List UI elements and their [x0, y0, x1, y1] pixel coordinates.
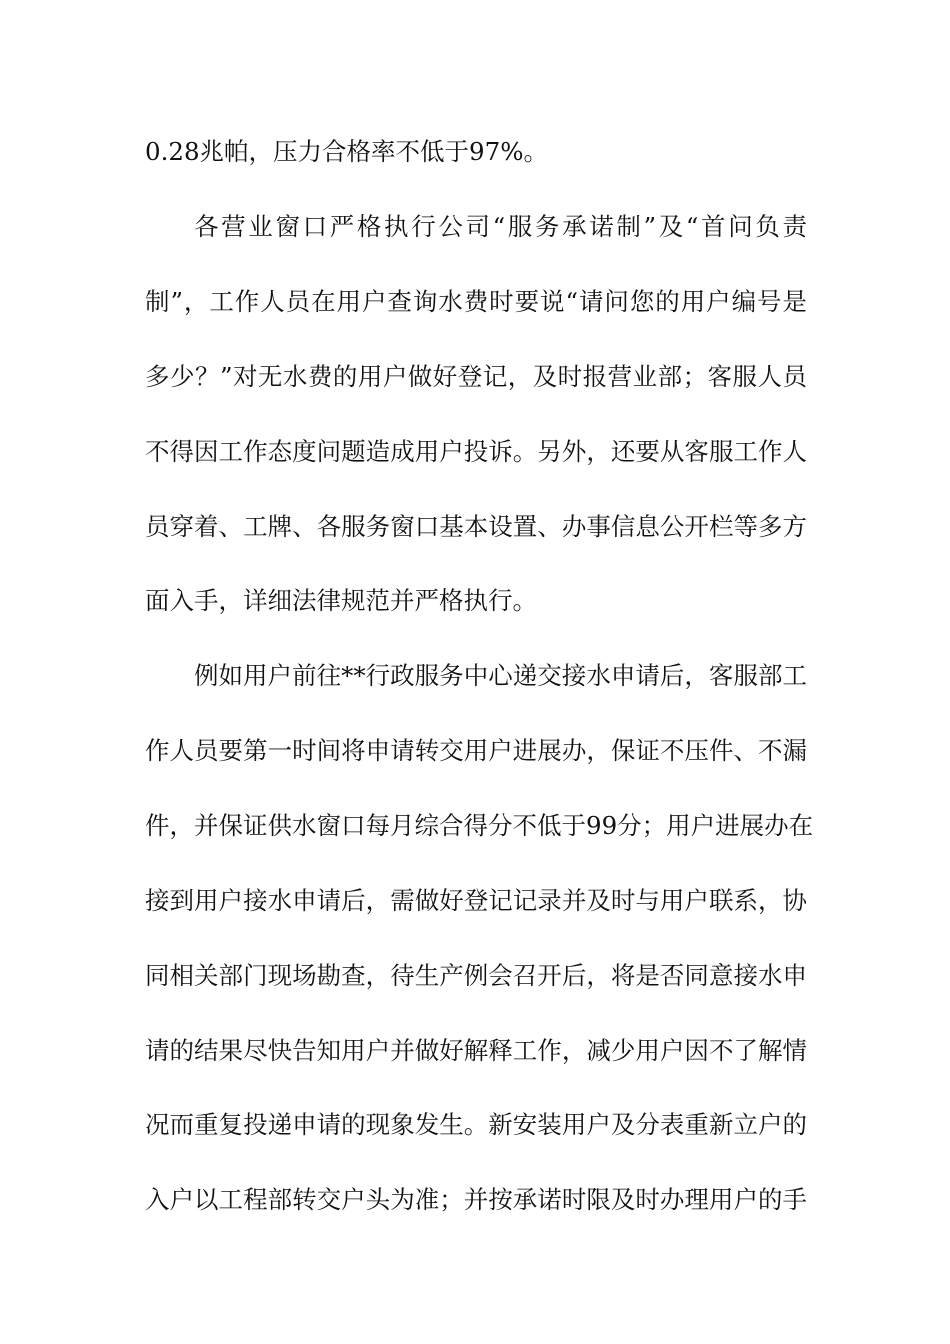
paragraph-3-line-7: 况而重复投递申请的现象发生。新安装用户及分表重新立户的	[145, 1110, 807, 1139]
paragraph-3-line-8: 入户以工程部转交户头为准；并按承诺时限及时办理用户的手	[145, 1185, 807, 1214]
paragraph-2-line-2: 制”，工作人员在用户查询水费时要说“请问您的用户编号是	[145, 287, 807, 316]
paragraph-2-line-4: 不得因工作态度问题造成用户投诉。另外，还要从客服工作人	[145, 437, 807, 466]
paragraph-3-line-5: 同相关部门现场勘查，待生产例会召开后，将是否同意接水申	[145, 961, 807, 990]
paragraph-2-line-1: 各营业窗口严格执行公司“服务承诺制”及“首问负责	[194, 212, 807, 241]
paragraph-2-line-5: 员穿着、工牌、各服务窗口基本设置、办事信息公开栏等多方	[145, 512, 807, 541]
paragraph-3-line-4: 接到用户接水申请后，需做好登记记录并及时与用户联系，协	[145, 886, 807, 915]
paragraph-2-line-6: 面入手，详细法律规范并严格执行。	[145, 586, 537, 615]
paragraph-2-line-3: 多少？”对无水费的用户做好登记，及时报营业部；客服人员	[145, 362, 807, 391]
paragraph-1-line-1: 0.28兆帕，压力合格率不低于97%。	[145, 137, 549, 166]
paragraph-3-line-2: 作人员要第一时间将申请转交用户进展办，保证不压件、不漏	[145, 736, 807, 765]
paragraph-3-line-6: 请的结果尽快告知用户并做好解释工作，减少用户因不了解情	[145, 1036, 807, 1065]
paragraph-3-line-3: 件，并保证供水窗口每月综合得分不低于99分；用户进展办在	[145, 811, 814, 840]
paragraph-3-line-1: 例如用户前往**行政服务中心递交接水申请后，客服部工	[194, 661, 807, 690]
